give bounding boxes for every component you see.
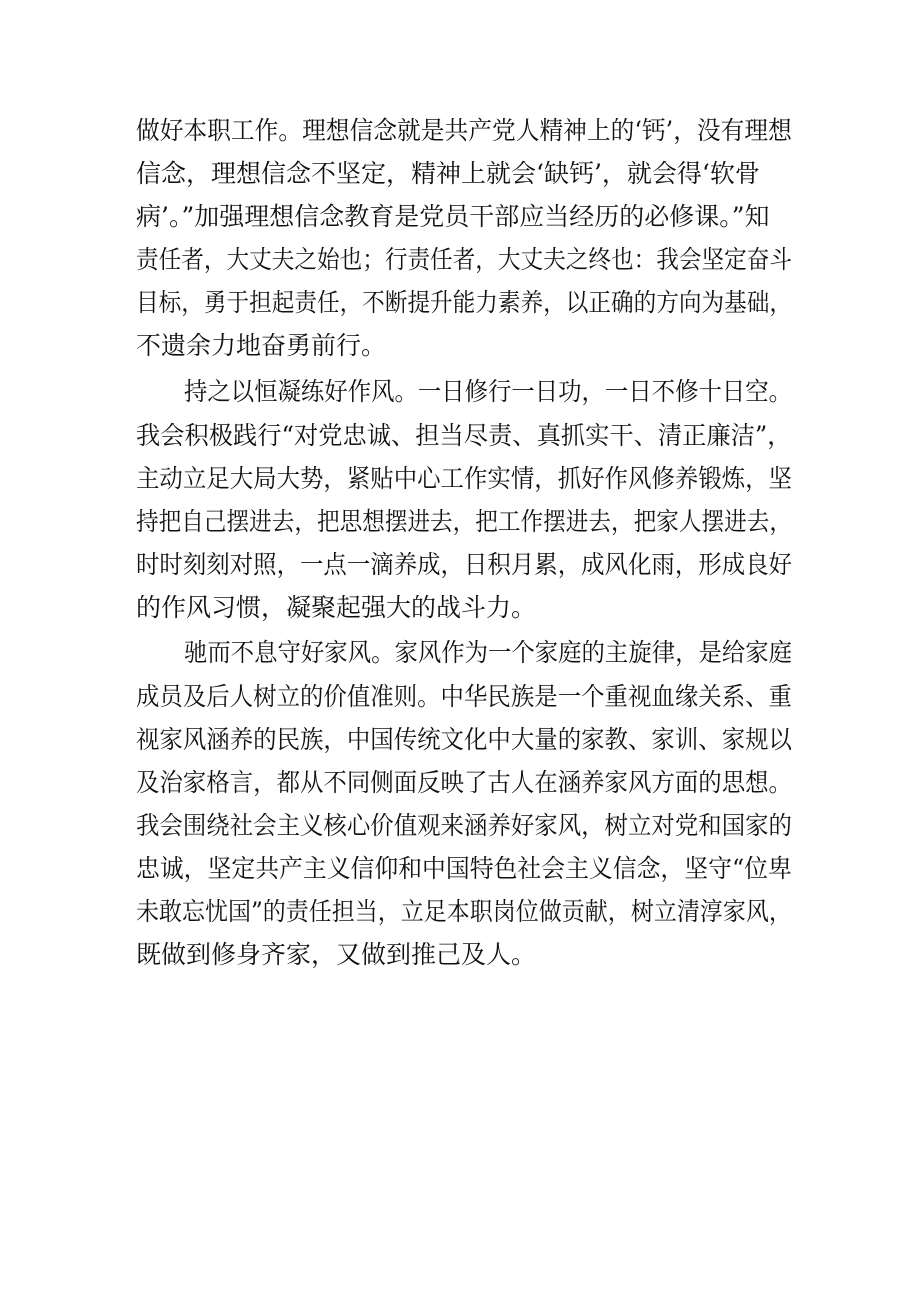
text-line: 我会围绕社会主义核心价值观来涵养好家风，树立对党和国家的 bbox=[136, 811, 792, 840]
text-line: 及治家格言，都从不同侧面反映了古人在涵养家风方面的思想。 bbox=[136, 768, 792, 797]
text-line: 不遗余力地奋勇前行。 bbox=[136, 331, 387, 360]
text-line: 持把自己摆进去，把思想摆进去，把工作摆进去，把家人摆进去， bbox=[136, 507, 792, 536]
text-line: 未敢忘忧国”的责任担当，立足本职岗位做贡献，树立清淳家风， bbox=[136, 897, 792, 926]
text-line: 主动立足大局大势，紧贴中心工作实情，抓好作风修养锻炼，坚 bbox=[136, 464, 792, 493]
text-line: 责任者，大丈夫之始也；行责任者，大丈夫之终也：我会坚定奋斗 bbox=[136, 245, 792, 274]
text-line: 我会积极践行“对党忠诚、担当尽责、真抓实干、清正廉洁”， bbox=[136, 421, 792, 450]
text-line: 信念，理想信念不坚定，精神上就会‘缺钙’，就会得‘软骨 bbox=[136, 159, 760, 188]
text-line: 忠诚，坚定共产主义信仰和中国特色社会主义信念，坚守“位卑 bbox=[136, 854, 792, 883]
text-line: 驰而不息守好家风。家风作为一个家庭的主旋律，是给家庭 bbox=[184, 638, 793, 667]
text-line: 做好本职工作。理想信念就是共产党人精神上的‘钙’，没有理想 bbox=[136, 116, 792, 145]
text-line: 病’。”加强理想信念教育是党员干部应当经历的必修课。”知 bbox=[136, 202, 770, 231]
text-line: 时时刻刻对照，一点一滴养成，日积月累，成风化雨，形成良好 bbox=[136, 550, 792, 579]
text-line: 既做到修身齐家，又做到推己及人。 bbox=[136, 940, 537, 969]
text-line: 成员及后人树立的价值准则。中华民族是一个重视血缘关系、重 bbox=[136, 682, 792, 711]
text-line: 目标，勇于担起责任，不断提升能力素养，以正确的方向为基础， bbox=[136, 288, 792, 317]
text-line: 的作风习惯，凝聚起强大的战斗力。 bbox=[136, 593, 537, 622]
text-line: 视家风涵养的民族，中国传统文化中大量的家教、家训、家规以 bbox=[136, 725, 792, 754]
text-line: 持之以恒凝练好作风。一日修行一日功，一日不修十日空。 bbox=[184, 377, 793, 406]
